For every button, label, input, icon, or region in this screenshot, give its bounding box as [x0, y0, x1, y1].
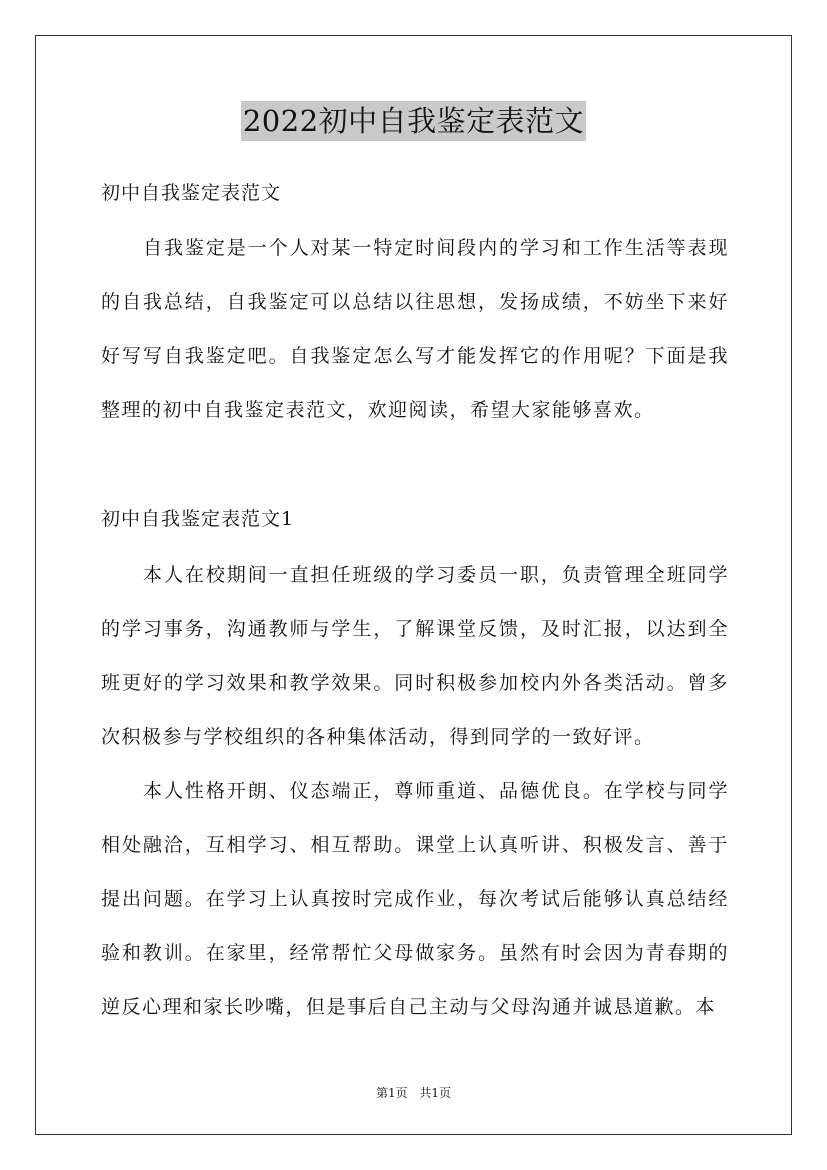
page-total: 共1页 [419, 1086, 452, 1100]
title-container [0, 101, 827, 141]
body-paragraph-1: 本人在校期间一直担任班级的学习委员一职，负责管理全班同学的学习事务，沟通教师与学生，了解课堂反馈，及时汇报，以达到全班更好的学习效果和教学效果。同时积极参加校内外各类活动。曾多次积极参与学校组织的各种集体活动，得到同学的一致好评。 [101, 564, 729, 748]
page-number: 第1页 [375, 1086, 408, 1100]
page-footer [0, 1085, 827, 1101]
document-subtitle: 初中自我鉴定表范文 [101, 182, 282, 204]
body-paragraph-2: 本人性格开朗、仪态端正，尊师重道、品德优良。在学校与同学相处融洽，互相学习、相互帮助。课堂上认真听讲、积极发言、善于提出问题。在学习上认真按时完成作业，每次考试后能够认真总结经验和教训。在家里，经常帮忙父母做家务。虽然有时会因为青春期的逆反心理和家长吵嘴，但是事后自己主动与父母沟通并诚恳道歉。本 [101, 780, 729, 1018]
intro-paragraph: 自我鉴定是一个人对某一特定时间段内的学习和工作生活等表现的自我总结，自我鉴定可以总结以往思想，发扬成绩，不妨坐下来好好写写自我鉴定吧。自我鉴定怎么写才能发挥它的作用呢？下面是我整理的初中自我鉴定表范文，欢迎阅读，希望大家能够喜欢。 [101, 237, 729, 421]
document-title: 2022初中自我鉴定表范文 [241, 101, 586, 141]
section-heading: 初中自我鉴定表范文1 [101, 508, 295, 530]
